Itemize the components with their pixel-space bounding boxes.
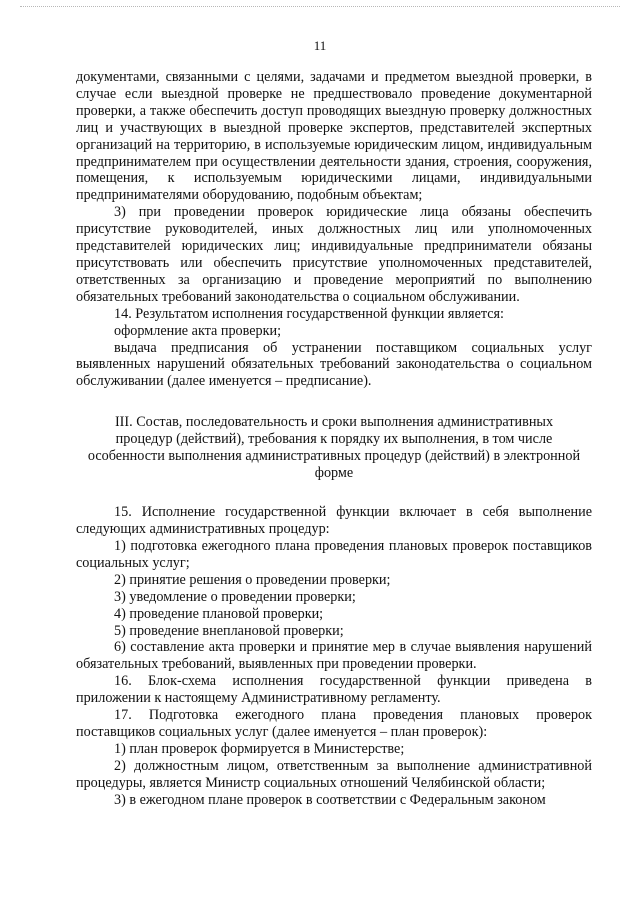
document-body bbox=[76, 69, 592, 809]
page-number: 11 bbox=[313, 38, 327, 53]
paragraph: 4) проведение плановой проверки; bbox=[114, 605, 324, 622]
paragraph: 3) в ежегодном плане проверок в соответствии с Федеральным законом bbox=[114, 791, 546, 808]
paragraph: 2) должностным лицом, ответственным за выполнение административной процедуры, является Министр социальных отношений Челябинской области; bbox=[76, 757, 592, 791]
section-heading: III. Состав, последовательность и сроки выполнения административных процедур (действий), требования к порядку их выполнения, в том числе особенности выполнения административных процедур (действий) в электронной форме bbox=[87, 414, 581, 482]
paragraph: 16. Блок-схема исполнения государственной функции приведена в приложении к настоящему Административному регламенту. bbox=[76, 673, 592, 707]
paragraph: 6) составление акта проверки и принятие мер в случае выявления нарушений обязательных требований, выявленных при проведении проверки. bbox=[76, 639, 592, 673]
paragraph: 3) уведомление о проведении проверки; bbox=[114, 588, 356, 605]
paragraph: 14. Результатом исполнения государственной функции является: bbox=[114, 305, 505, 322]
paragraph-continuation: документами, связанными с целями, задачами и предметом выездной проверки, в случае если выездной проверке не предшествовало проведение документарной проверки, а также обеспечить доступ проводящих выездную проверку должностных лиц и участвующих в выездной проверке экспертов, представителей экспертных организаций на территорию, в используемые юридическим лицом, индивидуальным предпринимателем при осуществлении деятельности здания, строения, сооружения, помещения, к используемым юридическими лицами, индивидуальными предпринимателями оборудованию, подобным объектам; bbox=[76, 69, 592, 204]
paragraph: 17. Подготовка ежегодного плана проведения плановых проверок поставщиков социальных услуг (далее именуется – план проверок): bbox=[76, 707, 592, 740]
paragraph: 1) план проверок формируется в Министерстве; bbox=[114, 740, 405, 757]
paragraph: 15. Исполнение государственной функции включает в себя выполнение следующих административных процедур: bbox=[76, 504, 592, 538]
paragraph: 2) принятие решения о проведении проверки; bbox=[114, 571, 391, 588]
paragraph: оформление акта проверки; bbox=[114, 322, 282, 339]
paragraph: 3) при проведении проверок юридические лица обязаны обеспечить присутствие руководителей, иных должностных лиц или уполномоченных представителей юридических лиц; индивидуальные предприниматели обязаны присутствовать или обеспечить присутствие уполномоченных представителей, ответственных за организацию и проведение мероприятий по выполнению обязательных требований законодательства о социальном обслуживании. bbox=[76, 204, 592, 305]
paragraph: 1) подготовка ежегодного плана проведения плановых проверок поставщиков социальных услуг; bbox=[76, 538, 592, 571]
paragraph: 5) проведение внеплановой проверки; bbox=[114, 622, 344, 639]
paragraph: выдача предписания об устранении поставщиком социальных услуг выявленных нарушений обязательных требований законодательства о социальном обслуживании (далее именуется – предписание). bbox=[76, 339, 592, 390]
scan-artifact-line bbox=[20, 6, 620, 7]
